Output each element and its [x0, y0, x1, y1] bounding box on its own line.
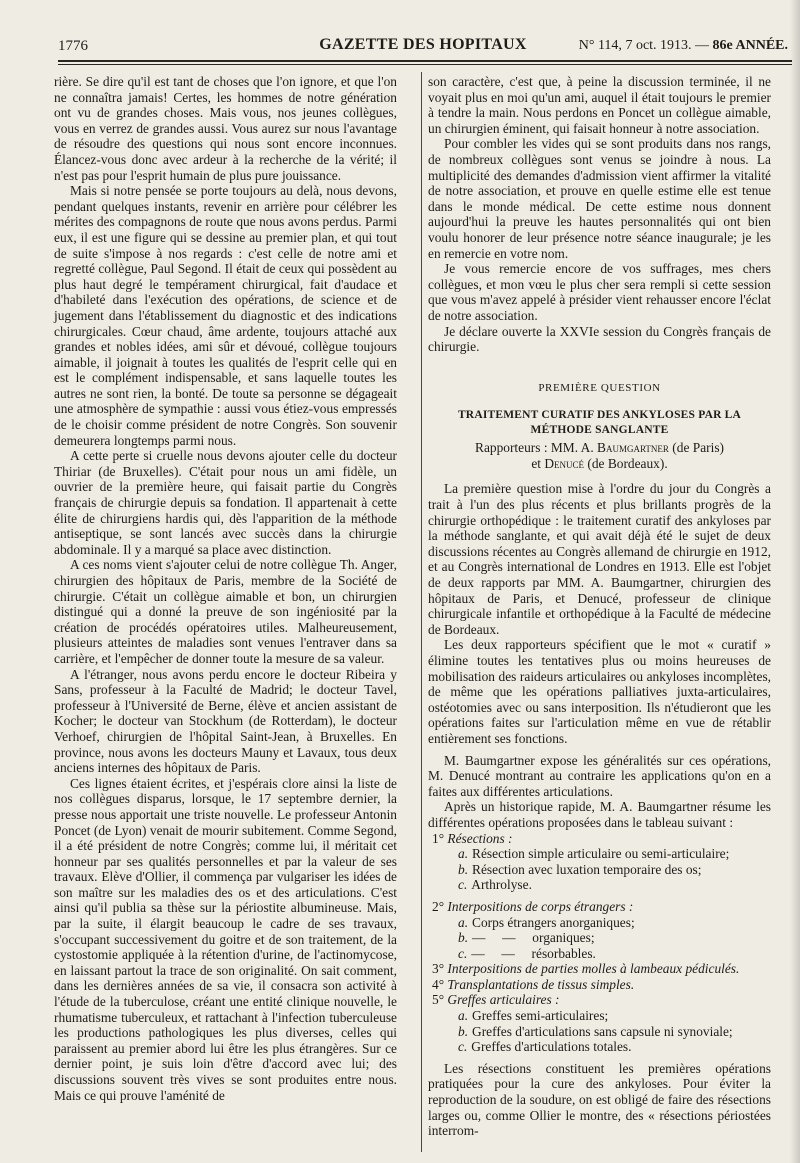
section-title: TRAITEMENT CURATIF DES ANKYLOSES PAR LA MÉTHODE SANGLANTE — [457, 409, 742, 437]
list-subitem: c. Greffes d'articulations totales. — [458, 1039, 632, 1055]
reporters-prefix: Rapporteurs : MM. A. — [475, 440, 594, 456]
paragraph: M. Baumgartner expose les généralités sur ces opérations, M. Denucé montrant au contraire les applications qu'on en a faites aux différentes articulations. — [428, 752, 771, 799]
column-divider — [421, 72, 422, 1152]
paragraph: son caractère, c'est que, à peine la discussion terminée, il ne voyait plus en moi qu'un ami, auquel il était toujours le premier à tendre la main. Nous perdons en Poncet un collègue aimable, un chirurgien éminent, qui faisait honneur à notre association. — [428, 74, 771, 136]
left-column — [54, 74, 397, 1103]
paragraph: Ces lignes étaient écrites, et j'espérais clore ainsi la liste de nos collègues disparus, lorsque, le 17 septembre dernier, la presse nous apportait une triste nouvelle. Le professeur Antonin Poncet (de Lyon) venait de mourir subitement. Comme Segond, il a été président de notre Congrès; comme lui, il méritait cet honneur par ses qualités personnelles et par la valeur de ses travaux. Elève d'Ollier, il commença par vulgariser les idées de son maître sur les maladies des os et des articulations. C'est ainsi qu'il publia sa thèse sur la périostite albumineuse. Mais, par la suite, il élargit beaucoup le cadre de ses travaux, s'occupant successivement du goitre et de son traitement, de la cystostomie appliquée à la rétention d'urine, de l'actinomycose, en laissant partout la trace de son originalité. On sait comment, dans les dernières années de sa vie, il consacra son activité à l'étude de la tuberculose, créant une entité clinique nouvelle, le rhumatisme tuberculeux, et rattachant à l'infection tuberculeuse les productions pathologiques les plus diverses, celles qui paraissent au premier abord lui être les plus étrangères. Sur ce dernier point, je suis loin d'être d'accord avec lui; des discussions souvent très vives se sont produites entre nous. Mais ce qui prouve l'aménité de — [54, 775, 397, 1103]
reporter-name: Baumgartner — [597, 440, 669, 456]
paragraph: A l'étranger, nous avons perdu encore le docteur Ribeira y Sans, professeur à la Faculté de Madrid; le docteur Tavel, professeur à l'Université de Berne, élève et ancien assistant de Kocher; le docteur van Stockhum (de Rotterdam), le docteur Verhoef, chirurgien de l'hôpital Saint-Jean, à Bruxelles. En province, nous avons les docteurs Mauny et Lavaux, tous deux anciens internes des hôpitaux de Paris. — [54, 666, 397, 776]
list-subitem: b. Greffes d'articulations sans capsule ni synoviale; — [458, 1023, 733, 1039]
list-item: 4° Transplantations de tissus simples. — [432, 976, 635, 992]
list-item: 5° Greffes articulaires : — [432, 992, 560, 1008]
operations-list — [428, 831, 771, 1055]
header-rule — [58, 60, 792, 62]
list-subitem: c. — — résorbables. — [458, 945, 596, 961]
list-item: 2° Interpositions de corps étrangers : — [432, 898, 634, 914]
paragraph: La première question mise à l'ordre du jour du Congrès a trait à l'un des plus récents et plus brillants progrès de la chirurgie orthopédique : le traitement curatif des ankyloses par la méthode sanglante, et qui avait déjà été le sujet de deux discussions récentes au Congrès allemand de chirurgie en 1912, et au Congrès international de Londres en 1913. Elle est l'objet de deux rapports par MM. A. Baumgartner, chirurgien des hôpitaux de Paris, et Denucé, professeur de clinique chirurgicale infantile et orthopédique à la Faculté de médecine de Bordeaux. — [428, 481, 771, 637]
reporter-place: (de Paris) — [672, 440, 724, 456]
list-item: 3° Interpositions de parties molles à lambeaux pédiculés. — [432, 961, 740, 977]
list-subitem: b. — — organiques; — [458, 930, 595, 946]
journal-title: GAZETTE DES HOPITAUX — [319, 36, 527, 53]
paragraph: Je vous remercie encore de vos suffrages, mes chers collègues, et mon vœu le plus cher sera rempli si cette session que vous m'avez appelé à présider vient rehausser encore l'éclat de notre association. — [428, 261, 771, 323]
paragraph: A cette perte si cruelle nous devons ajouter celle du docteur Thiriar (de Bruxelles). C'était pour nous un ami fidèle, un ouvrier de la première heure, qui faisait partie du Congrès français de chirurgie depuis sa fondation. Il appartenait à cette élite de chirurgiens hardis qui, dès l'apparition de la méthode antiseptique, se sont lancés avec succès dans la chirurgie abdominale. Il y a marqué sa place avec distinction. — [54, 448, 397, 557]
paragraph: Mais si notre pensée se porte toujours au delà, nous devons, pendant quelques instants, revenir en arrière pour célébrer les mérites des compagnons de route que nous avons perdus. Parmi eux, il est une figure qui se dessine au premier plan, et qui tout de suite s'impose à nos regards : c'est celle de notre ami et regretté collègue, Paul Segond. Il était de ceux qui possèdent au plus haut degré le tempérament chirurgical, fait d'audace et d'habileté dans l'exécution des opérations, de science et de jugement dans l'établissement du diagnostic et des indications chirurgicales. Cœur chaud, âme ardente, toujours attaché aux grandes et nobles idées, ami sûr et dévoué, collègue toujours aimable, il joignait à toutes les qualités de l'esprit celle qui en est le complément indispensable, et sans laquelle toutes les autres ne sont rien, la bonté. De toute sa personne se dégageait une atmosphère de sympathie : aussi vous étiez-vous empressés de le choisir comme président de notre Congrès. Son souvenir demeurera longtemps parmi nous. — [54, 183, 397, 448]
paragraph: Les deux rapporteurs spécifient que le mot « curatif » élimine toutes les tentatives plus ou moins heureuses de mobilisation des raideurs articulaires ou ankyloses incomplètes, de même que les opérations palliatives juxta-articulaires, ostéotomies avec ou sans interposition. Ils n'étudieront que les opérations faites sur l'articulation même en vue de rétablir entièrement ses fonctions. — [428, 637, 771, 746]
paragraph: Pour combler les vides qui se sont produits dans nos rangs, de nombreux collègues sont venus se joindre à nous. La multiplicité des demandes d'admission vient affirmer la vitalité de notre association, et prouve en quelle estime elle est tenue dans le monde médical. De cette estime nous donnent aujourd'hui la preuve les hautes personnalités qui ont bien voulu honorer de leur présence notre séance inaugurale; je les en remercie en votre nom. — [428, 136, 771, 261]
reporters-and: et — [531, 455, 541, 471]
list-subitem: a. Résection simple articulaire ou semi-articulaire; — [458, 846, 730, 862]
issue-date: 7 oct. 1913. — — [625, 38, 710, 53]
right-column — [428, 74, 771, 1139]
reporters — [428, 440, 771, 471]
paragraph: rière. Se dire qu'il est tant de choses que l'on ignore, et que l'on ne connaîtra jamais! Certes, les hommes de notre génération ont vu de grandes choses. Mais vous, nos jeunes collègues, vous en verrez de grandes aussi. Vous aurez sur nous l'avantage de résoudre des questions qui nous sont encore inconnues. Élancez-vous donc avec ardeur à la recherche de la vérité; il n'est pas pour l'esprit humain de plus pure jouissance. — [54, 74, 397, 183]
list-subitem: a. Corps étrangers anorganiques; — [458, 914, 635, 930]
reporter-name: Denucé — [544, 455, 585, 471]
issue-number: N° 114, — [578, 38, 622, 53]
issue-info — [579, 38, 788, 54]
page-number: 1776 — [58, 38, 88, 54]
list-subitem: b. Résection avec luxation temporaire des os; — [458, 861, 702, 877]
section-heading: PREMIÈRE QUESTION — [538, 381, 661, 394]
paragraph: Après un historique rapide, M. A. Baumgartner résume les différentes opérations proposées dans le tableau suivant : — [428, 799, 771, 830]
reporter-place: (de Bordeaux). — [587, 455, 668, 471]
header-rule-thin — [58, 64, 792, 65]
page-header — [58, 34, 788, 58]
paragraph: Je déclare ouverte la XXVIe session du Congrès français de chirurgie. — [428, 323, 771, 355]
paragraph: A ces noms vient s'ajouter celui de notre collègue Th. Anger, chirurgien des hôpitaux de Paris, membre de la Société de chirurgie. C'était un collègue aimable et bon, un chirurgien distingué qui a donné la preuve de son ingéniosité par la création de procédés opératoires utiles. Malheureusement, plusieurs atteintes de maladies sont venues l'entraver dans sa carrière, et l'empêcher de donner toute la mesure de sa valeur. — [54, 557, 397, 666]
list-subitem: c. Arthrolyse. — [458, 877, 532, 893]
issue-year: 86e ANNÉE. — [712, 38, 788, 53]
paragraph: Les résections constituent les premières opérations pratiquées pour la cure des ankyloses. Pour éviter la reproduction de la soudure, on est obligé de faire des résections larges ou, comme Ollier le montre, des « résections périostées interrom- — [428, 1060, 771, 1139]
page-edge-shadow — [790, 0, 800, 1163]
list-subitem: a. Greffes semi-articulaires; — [458, 1008, 609, 1024]
list-item: 1° Résections : — [432, 830, 513, 846]
